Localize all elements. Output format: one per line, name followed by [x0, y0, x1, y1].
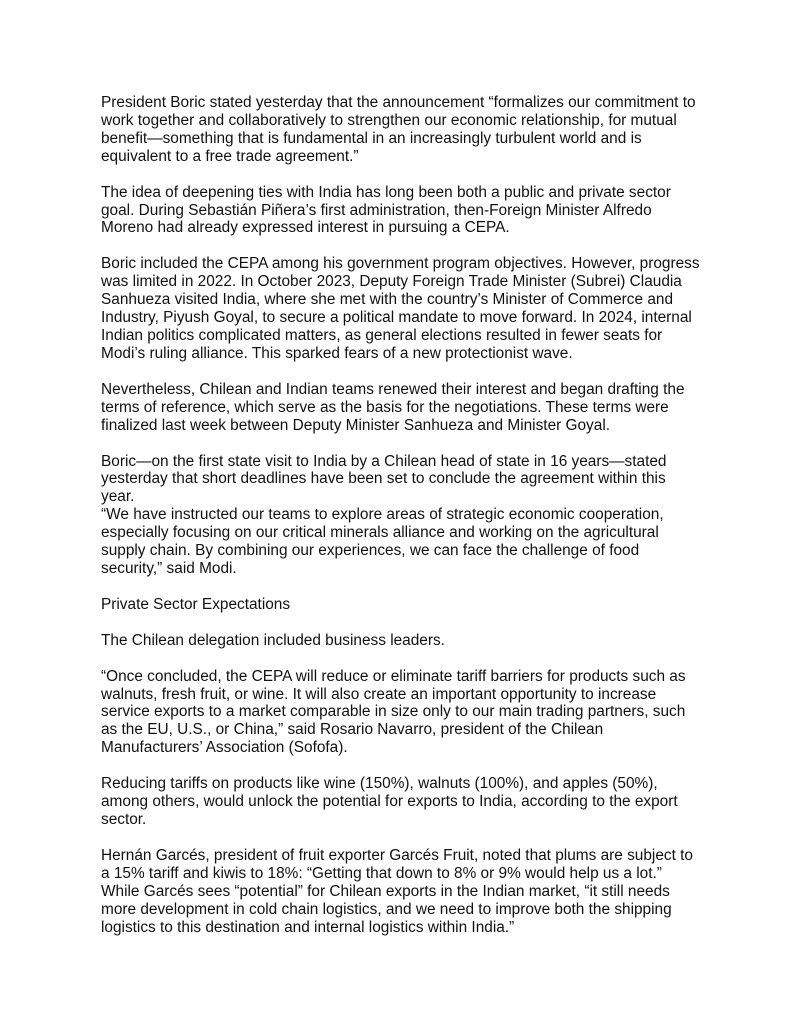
- paragraph-cepa-progress: Boric included the CEPA among his government program objectives. However, progress was limited in 2022. In October 2023, Deputy Foreign Trade Minister (Subrei) Claudia Sanhueza visited India, where she met with the country’s Minister of Commerce and Industry, Piyush Goyal, to secure a political mandate to move forward. In 2024, internal Indian politics complicated matters, as general elections resulted in fewer seats for Modi’s ruling alliance. This sparked fears of a new protectionist wave.: [101, 255, 700, 362]
- paragraph-state-visit: Boric—on the first state visit to India by a Chilean head of state in 16 years—stated yesterday that short deadlines have been set to conclude the agreement within this year.: [101, 452, 667, 506]
- paragraph-terms-of-reference: Nevertheless, Chilean and Indian teams renewed their interest and began drafting the terms of reference, which serve as the basis for the negotiations. These terms were finalized last week between Deputy Minister Sanhueza and Minister Goyal.: [101, 380, 685, 434]
- paragraph-deepening-ties: The idea of deepening ties with India has long been both a public and private sector goal. During Sebastián Piñera’s first administration, then-Foreign Minister Alfredo Moreno had already expressed interest in pursuing a CEPA.: [101, 183, 671, 237]
- paragraph-boric-announcement: President Boric stated yesterday that the announcement “formalizes our commitment to work together and collaboratively to strengthen our economic relationship, for mutual benefit—something that is fundamental in an increasingly turbulent world and is equivalent to a free trade agreement.”: [101, 94, 696, 165]
- section-heading: Private Sector Expectations: [101, 595, 291, 613]
- paragraph-garces-quote: Hernán Garcés, president of fruit exporter Garcés Fruit, noted that plums are subject to a 15% tariff and kiwis to 18%: “Getting that down to 8% or 9% would help us a lot.” While Garcés sees “potential” for Chilean exports in the Indian market, “it still needs more development in cold chain logistics, and we need to improve both the shipping logistics to this destination and internal logistics within India.”: [101, 846, 693, 936]
- paragraph-navarro-quote: “Once concluded, the CEPA will reduce or eliminate tariff barriers for products such as walnuts, fresh fruit, or wine. It will also create an important opportunity to increase service exports to a market comparable in size only to our main trading partners, such as the EU, U.S., or China,” said Rosario Navarro, president of the Chilean Manufacturers’ Association (Sofofa).: [101, 667, 686, 757]
- document-body: [101, 94, 703, 954]
- paragraph-modi-quote: “We have instructed our teams to explore areas of strategic economic cooperation, especially focusing on our critical minerals alliance and working on the agricultural supply chain. By combining our experiences, we can face the challenge of food security,” said Modi.: [101, 506, 664, 577]
- paragraph-tariffs: Reducing tariffs on products like wine (150%), walnuts (100%), and apples (50%), among others, would unlock the potential for exports to India, according to the export sector.: [101, 775, 678, 828]
- paragraph-delegation: The Chilean delegation included business leaders.: [101, 631, 445, 649]
